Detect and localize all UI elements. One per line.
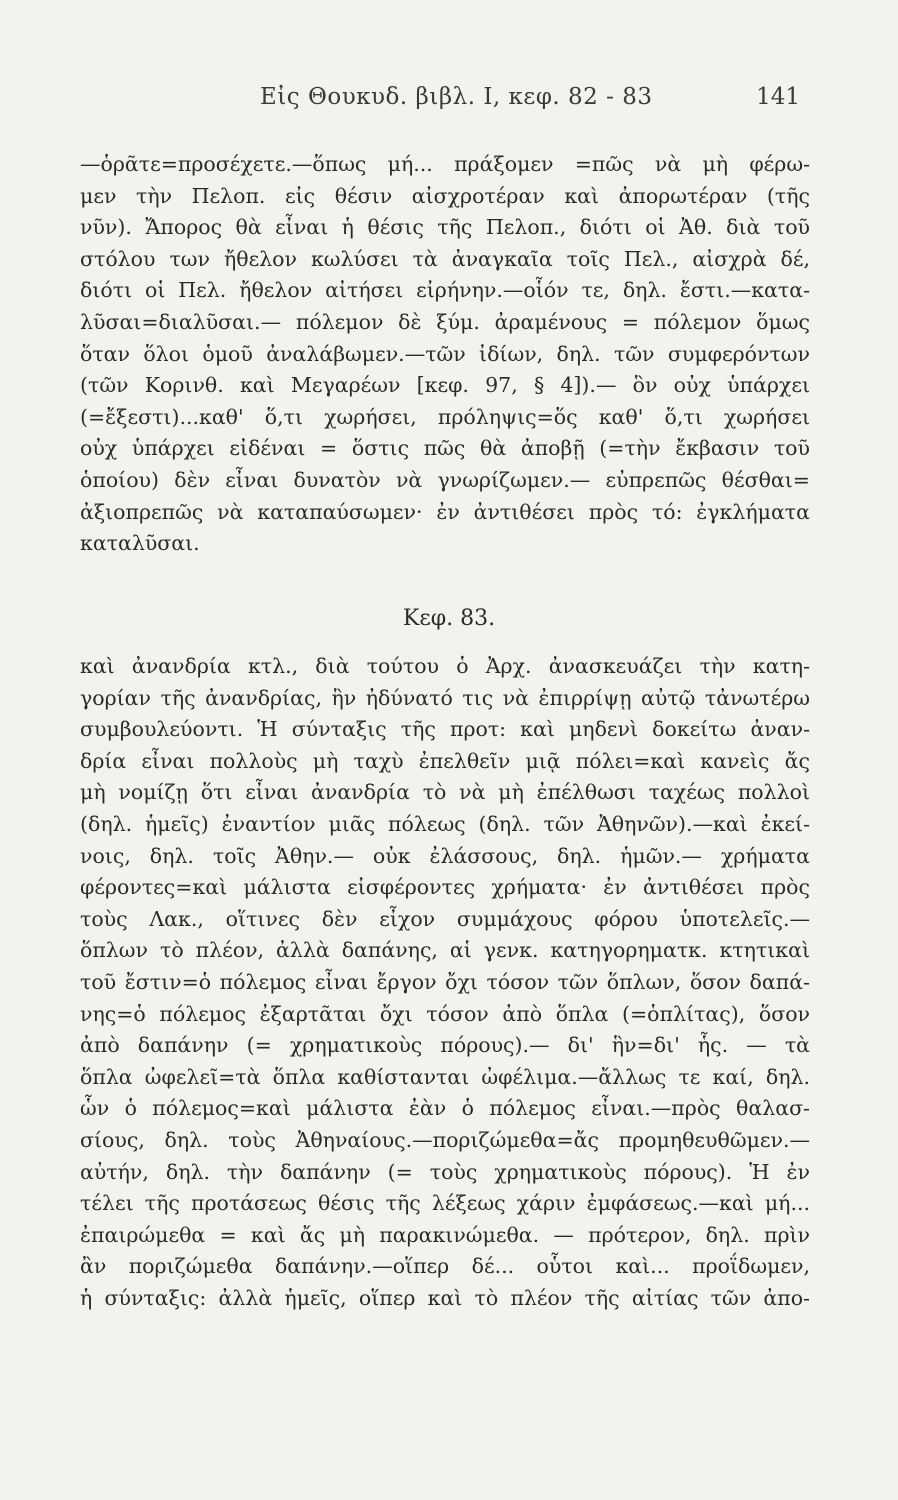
running-title: Εἰς Θουκυδ. βιβλ. I, κεφ. 82 - 83 (260, 84, 653, 110)
text-line: αὐτήν, δηλ. τὴν δαπάνην (= τοὺς χρηματικοὺς πόρους). Ἡ ἐν (80, 1159, 810, 1184)
commentary-chapter-82 (80, 149, 810, 560)
text-line: ἐπαιρώμεθα = καὶ ἄς μὴ παρακινώμεθα. — πρότερον, δηλ. πρὶν (80, 1222, 810, 1247)
text-line: λῦσαι=διαλῦσαι.— πόλεμον δὲ ξύμ. ἀραμένους = πόλεμον ὅμως (80, 309, 810, 334)
text-line: φέροντες=καὶ μάλιστα εἰσφέροντες χρήματα· ἐν ἀντιθέσει πρὸς (80, 875, 810, 900)
text-line: συμβουλεύοντι. Ἡ σύνταξις τῆς προτ: καὶ μηδενὶ δοκείτω ἀναν- (80, 717, 810, 742)
text-line: ὁποίου) δὲν εἶναι δυνατὸν νὰ γνωρίζωμεν.— εὐπρεπῶς θέσθαι= (80, 467, 810, 492)
page-number: 141 (756, 84, 800, 110)
text-line: (δηλ. ἡμεῖς) ἐναντίον μιᾶς πόλεως (δηλ. τῶν Ἀθηνῶν).—καὶ ἐκεί- (80, 811, 810, 836)
text-line: (τῶν Κορινθ. καὶ Μεγαρέων [κεφ. 97, § 4]).— ὃν οὐχ ὑπάρχει (80, 373, 810, 398)
commentary-chapter-83 (80, 651, 810, 1314)
text-line: ὧν ὁ πόλεμος=καὶ μάλιστα ἐὰν ὁ πόλεμος εἶναι.—πρὸς θαλασ- (80, 1096, 810, 1121)
text-line: τοὺς Λακ., οἵτινες δὲν εἶχον συμμάχους φόρου ὑποτελεῖς.— (80, 906, 810, 931)
text-line: διότι οἱ Πελ. ἤθελον αἰτήσει εἰρήνην.—οἷόν τε, δηλ. ἔστι.—κατα- (80, 278, 810, 303)
text-line: στόλου των ἤθελον κωλύσει τὰ ἀναγκαῖα τοῖς Πελ., αἰσχρὰ δέ, (80, 246, 810, 271)
text-line: ὅταν ὅλοι ὁμοῦ ἀναλάβωμεν.—τῶν ἰδίων, δηλ. τῶν συμφερόντων (80, 341, 810, 366)
text-line: μεν τὴν Πελοπ. εἰς θέσιν αἰσχροτέραν καὶ ἀπορωτέραν (τῆς (80, 183, 810, 208)
text-line: δρία εἶναι πολλοὺς μὴ ταχὺ ἐπελθεῖν μιᾷ πόλει=καὶ κανεὶς ἄς (80, 748, 810, 773)
chapter-heading: Κεφ. 83. (402, 606, 496, 631)
text-line: νης=ὁ πόλεμος ἐξαρτᾶται ὄχι τόσον ἀπὸ ὅπλα (=ὁπλίτας), ὅσον (80, 1001, 810, 1026)
text-line: νοις, δηλ. τοῖς Ἀθην.— οὐκ ἐλάσσους, δηλ. ἡμῶν.— χρήματα (80, 843, 810, 868)
text-line: καταλῦσαι. (80, 531, 200, 556)
text-line: σίους, δηλ. τοὺς Ἀθηναίους.—ποριζώμεθα=ἄς προμηθευθῶμεν.— (80, 1127, 810, 1152)
text-line: —ὁρᾶτε=προσέχετε.—ὅπως μή... πράξομεν =πῶς νὰ μὴ φέρω- (80, 152, 810, 176)
text-line: μὴ νομίζῃ ὅτι εἶναι ἀνανδρία τὸ νὰ μὴ ἐπέλθωσι ταχέως πολλοὶ (80, 780, 810, 805)
text-line: ὅπλων τὸ πλέον, ἀλλὰ δαπάνης, αἱ γενκ. κατηγορηματκ. κτητικαὶ (80, 938, 810, 963)
text-line: ἀπὸ δαπάνην (= χρηματικοὺς πόρους).— δι' ἣν=δι' ἧς. — τὰ (80, 1033, 810, 1058)
text-line: ἡ σύνταξις: ἀλλὰ ἡμεῖς, οἵπερ καὶ τὸ πλέον τῆς αἰτίας τῶν ἀπο- (80, 1285, 810, 1310)
running-header (80, 84, 800, 118)
text-line: τοῦ ἔστιν=ὁ πόλεμος εἶναι ἔργον ὄχι τόσον τῶν ὅπλων, ὅσον δαπά- (80, 969, 810, 994)
text-line: γορίαν τῆς ἀνανδρίας, ἣν ἠδύνατό τις νὰ ἐπιρρίψῃ αὐτῷ τἀνωτέρω (80, 685, 810, 710)
text-line: (=ἔξεστι)...καθ' ὅ,τι χωρήσει, πρόληψις=ὅς καθ' ὅ,τι χωρήσει (80, 404, 810, 429)
text-line: ὅπλα ὠφελεῖ=τὰ ὅπλα καθίστανται ὠφέλιμα.—ἄλλως τε καί, δηλ. (80, 1064, 810, 1089)
text-line: ἂν ποριζώμεθα δαπάνην.—οἵπερ δέ... οὗτοι καὶ... προΐδωμεν, (80, 1254, 810, 1279)
text-line: ἀξιοπρεπῶς νὰ καταπαύσωμεν· ἐν ἀντιθέσει πρὸς τό: ἐγκλήματα (80, 499, 810, 524)
text-line: νῦν). Ἄπορος θὰ εἶναι ἡ θέσις τῆς Πελοπ., διότι οἱ Ἀθ. διὰ τοῦ (80, 215, 810, 240)
text-line: τέλει τῆς προτάσεως θέσις τῆς λέξεως χάριν ἐμφάσεως.—καὶ μή... (80, 1191, 810, 1216)
text-line: καὶ ἀνανδρία κτλ., διὰ τούτου ὁ Ἀρχ. ἀνασκευάζει τὴν κατη- (80, 654, 810, 678)
text-line: οὐχ ὑπάρχει εἰδέναι = ὅστις πῶς θὰ ἀποβῇ (=τὴν ἔκβασιν τοῦ (80, 436, 810, 461)
